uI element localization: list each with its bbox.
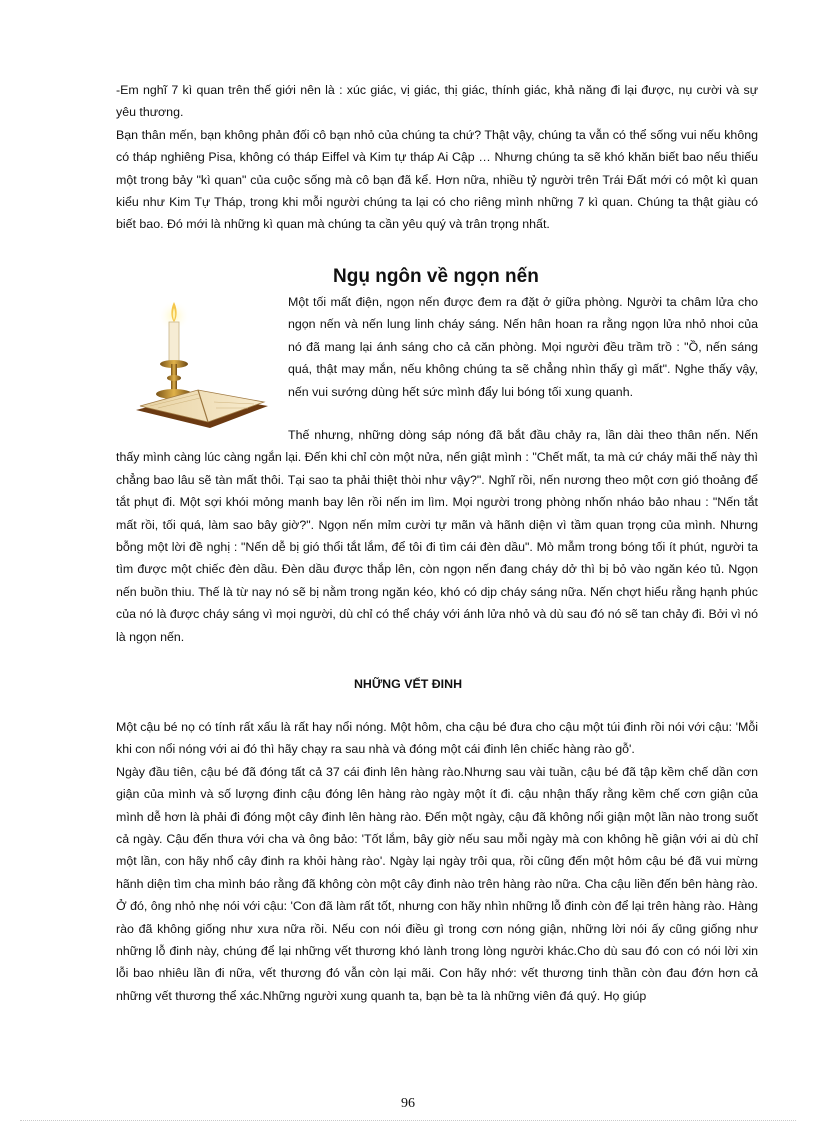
candle-story-continued-text: Thế nhưng, những dòng sáp nóng đã bắt đầu chảy ra, lần dài theo thân nến. Nến thấy mình càng lúc càng ngắn lại. Đến khi chỉ còn một nửa, nến giật mình : "Chết mất, ta mà cứ cháy mãi thế này thì chẳng bao lâu sẽ tàn mất thôi. Tại sao ta phải thiệt thòi như vậy?". Nghĩ rồi, nến nương theo một cơn gió thoảng để tắt phụt đi. Một sợi khói mỏng manh bay lên rồi nến im lìm. Mọi người trong phòng nhốn nháo bảo nhau : "Nến tắt mất rồi, tối quá, làm sao bây giờ?". Ngọn nến mỉm cười tự mãn và hãnh diện vì tầm quan trọng của mình. Nhưng bỗng một lời đề nghị : "Nến dễ bị gió thổi tắt lắm, để tôi đi tìm cái đèn dầu". Mò mẫm trong bóng tối ít phút, người ta tìm được một chiếc đèn dầu. Đèn dầu được thắp lên, còn ngọn nến đang cháy dở thì bị bỏ vào ngăn kéo tủ. Ngọn nến buồn thiu. Thế là từ nay nó sẽ bị nằm trong ngăn kéo, khó có dịp cháy sáng nữa. Nến chợt hiểu rằng hạnh phúc của nó là được cháy sáng vì mọi người, dù chỉ có thể cháy với ánh lửa nhỏ và dù sau đó nó sẽ tan chảy đi. Bởi vì nó là ngọn nến. bbox=[116, 428, 758, 644]
intro-paragraph-2: Bạn thân mến, bạn không phản đối cô bạn nhỏ của chúng ta chứ? Thật vậy, chúng ta vẫn có thể sống vui nếu không có tháp nghiêng Pisa, không có tháp Eiffel và Kim tự tháp Ai Cập … Nhưng chúng ta sẽ khó khăn biết bao nếu thiếu một trong bảy "kì quan" của cuộc sống mà cô bạn đã kể. Hơn nữa, nhiều tỷ người trên Trái Đất mới có một kì quan kiểu như Kim Tự Tháp, trong khi mỗi người chúng ta lại có cho riêng mình những 7 kì quan. Chúng ta thật giàu có biết bao. Đó mới là những kì quan mà chúng ta cần yêu quý và trân trọng nhất. bbox=[116, 127, 758, 232]
nails-paragraph-1: Một cậu bé nọ có tính rất xấu là rất hay nổi nóng. Một hôm, cha cậu bé đưa cho cậu một túi đinh rồi nói với cậu: 'Mỗi khi con nổi nóng với ai đó thì hãy chạy ra sau nhà và đóng một cái đinh lên chiếc hàng rào gỗ'. bbox=[116, 720, 758, 757]
footer-divider bbox=[20, 1120, 796, 1121]
story-title-candle: Ngụ ngôn về ngọn nến bbox=[333, 266, 539, 287]
story-title-nails: NHỮNG VẾT ĐINH bbox=[353, 677, 463, 691]
page-number: 96 bbox=[401, 1096, 415, 1111]
candle-story-wrapped-text: Một tối mất điện, ngọn nến được đem ra đặt ở giữa phòng. Người ta châm lửa cho ngọn nến và nến lung linh cháy sáng. Nến hân hoan ra rằng ngọn lửa nhỏ nhoi của nó đã mang lại ánh sáng cho cả căn phòng. Mọi người đều trầm trồ : "Ồ, nến sáng quá, thật may mắn, nếu không chúng ta sẽ chẳng nhìn thấy gì mất". Nghe thấy vậy, nến vui sướng dùng hết sức mình đẩy lui bóng tối xung quanh. bbox=[288, 295, 758, 399]
candle-book-icon bbox=[128, 298, 274, 436]
intro-paragraph-1: -Em nghĩ 7 kì quan trên thế giới nên là : xúc giác, vị giác, thị giác, thính giác, khả năng đi lại được, nụ cười và sự yêu thương. bbox=[116, 83, 758, 120]
intro-text-block bbox=[116, 79, 758, 236]
nails-story-block bbox=[116, 716, 758, 1007]
candle-book-illustration bbox=[128, 298, 274, 436]
nails-paragraph-2: Ngày đầu tiên, cậu bé đã đóng tất cả 37 cái đinh lên hàng rào.Nhưng sau vài tuần, cậu bé đã tập kềm chế dần cơn giận của mình và số lượng đinh cậu đóng lên hàng rào ngày một ít đi. cậu nhận thấy rằng kềm chế cơn giận của mình dễ hơn là phải đi đóng một cây đinh lên hàng rào. Đến một ngày, cậu đã không nổi giận một lần nào trong suốt cả ngày. Cậu đến thưa với cha và ông bảo: 'Tốt lắm, bây giờ nếu sau mỗi ngày mà con không hề giận với ai dù chỉ một lần, con hãy nhổ cây đinh ra khỏi hàng rào'. Ngày lại ngày trôi qua, rồi cũng đến một hôm cậu bé đã vui mừng hãnh diện tìm cha mình báo rằng đã không còn một cây đinh nào trên hàng rào nữa. Cha cậu liền đến bên hàng rào. Ở đó, ông nhỏ nhẹ nói với cậu: 'Con đã làm rất tốt, nhưng con hãy nhìn những lỗ đinh còn để lại trên hàng rào. Hàng rào đã không giống như xưa nữa rồi. Nếu con nói điều gì trong cơn nóng giận, những lời nói ấy cũng giống như những lỗ đinh này, chúng để lại những vết thương khó lành trong lòng người khác.Cho dù sau đó con có nói lời xin lỗi bao nhiêu lần đi nữa, vết thương đó vẫn còn lại mãi. Con hãy nhớ: vết thương tinh thần còn đau đớn hơn cả những vết thương thể xác.Những người xung quanh ta, bạn bè ta là những viên đá quý. Họ giúp bbox=[116, 764, 758, 1003]
